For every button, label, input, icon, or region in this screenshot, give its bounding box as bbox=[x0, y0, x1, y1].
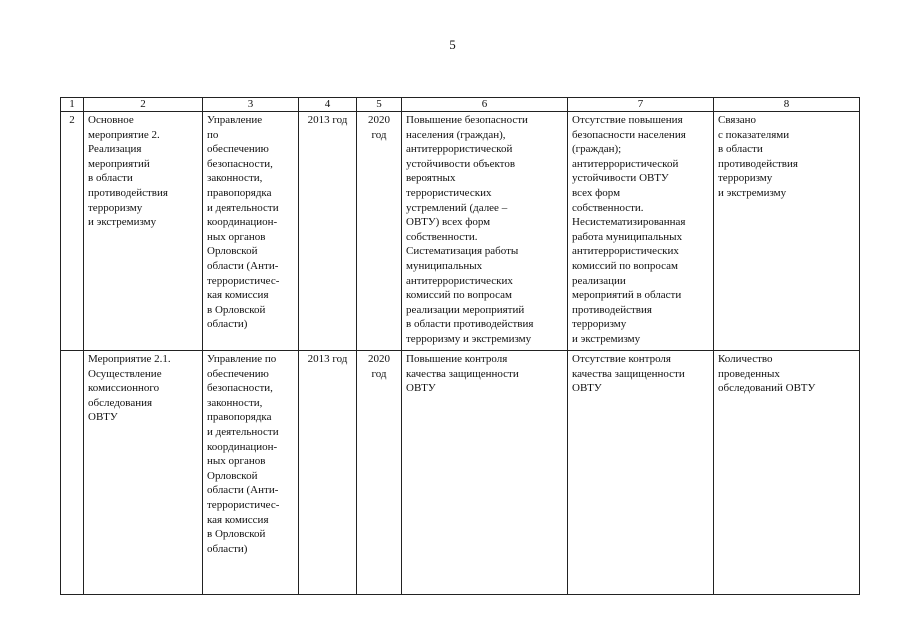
cell-text-line: Связано bbox=[718, 114, 757, 126]
cell-text-line: антитеррористической bbox=[572, 157, 679, 170]
cell-text-line: ных органов bbox=[207, 230, 266, 243]
cell-text-line: ОВТУ bbox=[406, 382, 436, 395]
measures-table bbox=[60, 97, 860, 595]
consequences-cell bbox=[568, 351, 714, 595]
cell-text-line: комиссионного bbox=[88, 382, 160, 395]
cell-text-line: терроризму и экстремизму bbox=[406, 332, 532, 345]
cell-text-line: кая комиссия bbox=[207, 513, 269, 526]
cell-text-line: террористичес- bbox=[207, 274, 280, 287]
page-number: 5 bbox=[449, 37, 456, 52]
cell-text-line: террористичес- bbox=[207, 498, 280, 511]
cell-text-line: обеспечению bbox=[207, 143, 269, 156]
start-year-cell: 2013 год bbox=[299, 351, 357, 595]
start-year-cell: 2013 год bbox=[299, 112, 357, 351]
cell-text-line: год bbox=[371, 128, 387, 141]
column-header-1: 1 bbox=[61, 98, 84, 112]
cell-text-line: правопорядка bbox=[207, 186, 272, 199]
cell-text-line: мероприятий bbox=[88, 157, 150, 170]
row-number-cell: 2 bbox=[61, 112, 84, 351]
cell-text-line: 2020 bbox=[368, 114, 390, 126]
cell-text-line: обследования bbox=[88, 396, 153, 409]
cell-text-line: и экстремизму bbox=[572, 332, 641, 345]
cell-text-line: (граждан); bbox=[572, 143, 622, 156]
measure-name-cell bbox=[84, 112, 203, 351]
cell-text-line: терроризму bbox=[718, 172, 773, 185]
table-row bbox=[61, 351, 860, 595]
cell-text-line: террористических bbox=[406, 186, 492, 199]
cell-text-line: безопасности, bbox=[207, 382, 273, 395]
indicators-link-cell bbox=[714, 112, 860, 351]
cell-text-line: Управление bbox=[207, 114, 263, 126]
column-header-5: 5 bbox=[357, 98, 402, 112]
cell-text-line: законности, bbox=[207, 396, 263, 409]
cell-text-line: и экстремизму bbox=[88, 216, 157, 229]
column-header-3: 3 bbox=[203, 98, 299, 112]
executor-cell bbox=[203, 351, 299, 595]
cell-text-line: качества защищенности bbox=[572, 367, 685, 380]
cell-text-line: противодействия bbox=[572, 303, 652, 316]
cell-text-line: безопасности населения bbox=[572, 128, 686, 141]
table-row bbox=[61, 112, 860, 351]
cell-text-line: собственности. bbox=[572, 201, 644, 214]
cell-text-line: в Орловской bbox=[207, 528, 266, 541]
cell-text-line: антитеррористических bbox=[406, 274, 513, 287]
cell-text-line: собственности. bbox=[406, 230, 478, 243]
cell-text-line: 2020 bbox=[368, 353, 390, 365]
cell-text-line: мероприятий в области bbox=[572, 289, 682, 302]
cell-text-line: в Орловской bbox=[207, 303, 266, 316]
cell-text-line: ных органов bbox=[207, 455, 266, 468]
cell-text-line: антитеррористических bbox=[572, 245, 679, 258]
cell-text-line: терроризму bbox=[88, 201, 143, 214]
cell-text-line: в области bbox=[718, 143, 763, 156]
cell-text-line: правопорядка bbox=[207, 411, 272, 424]
cell-text-line: Количество bbox=[718, 353, 773, 365]
cell-text-line: области (Анти- bbox=[207, 484, 279, 497]
cell-text-line: противодействия bbox=[88, 186, 168, 199]
cell-text-line: Орловской bbox=[207, 245, 258, 258]
cell-text-line: Отсутствие повышения bbox=[572, 114, 683, 126]
cell-text-line: ОВТУ bbox=[572, 382, 602, 395]
column-header-8: 8 bbox=[714, 98, 860, 112]
cell-text-line: качества защищенности bbox=[406, 367, 519, 380]
cell-text-line: реализации мероприятий bbox=[406, 303, 525, 316]
cell-text-line: координацион- bbox=[207, 440, 278, 453]
cell-text-line: обеспечению bbox=[207, 367, 269, 380]
cell-text-line: ОВТУ) всех форм bbox=[406, 216, 491, 229]
cell-text-line: Основное bbox=[88, 114, 134, 126]
consequences-cell bbox=[568, 112, 714, 351]
cell-text-line: Реализация bbox=[88, 143, 142, 156]
table-header-row bbox=[61, 98, 860, 112]
expected-result-cell bbox=[402, 112, 568, 351]
cell-text-line: мероприятие 2. bbox=[88, 128, 160, 141]
cell-text-line: и деятельности bbox=[207, 425, 279, 438]
expected-result-cell bbox=[402, 351, 568, 595]
cell-text-line: год bbox=[371, 367, 387, 380]
column-header-6: 6 bbox=[402, 98, 568, 112]
end-year-cell bbox=[357, 112, 402, 351]
cell-text-line: безопасности, bbox=[207, 157, 273, 170]
cell-text-line: Мероприятие 2.1. bbox=[88, 353, 171, 365]
cell-text-line: с показателями bbox=[718, 128, 790, 141]
cell-text-line: в области противодействия bbox=[406, 318, 534, 331]
indicators-link-cell bbox=[714, 351, 860, 595]
cell-text-line: устойчивости ОВТУ bbox=[572, 172, 669, 185]
executor-cell bbox=[203, 112, 299, 351]
cell-text-line: устремлений (далее – bbox=[406, 201, 508, 214]
cell-text-line: Повышение безопасности bbox=[406, 114, 528, 126]
cell-text-line: антитеррористической bbox=[406, 143, 513, 156]
cell-text-line: по bbox=[207, 128, 219, 141]
cell-text-line: координацион- bbox=[207, 216, 278, 229]
cell-text-line: кая комиссия bbox=[207, 289, 269, 302]
cell-text-line: муниципальных bbox=[406, 259, 483, 272]
column-header-7: 7 bbox=[568, 98, 714, 112]
cell-text-line: Повышение контроля bbox=[406, 353, 508, 365]
column-header-2: 2 bbox=[84, 98, 203, 112]
cell-text-line: законности, bbox=[207, 172, 263, 185]
cell-text-line: работа муниципальных bbox=[572, 230, 683, 243]
cell-text-line: противодействия bbox=[718, 157, 798, 170]
cell-text-line: Управление по bbox=[207, 353, 277, 365]
cell-text-line: вероятных bbox=[406, 172, 456, 185]
cell-text-line: и деятельности bbox=[207, 201, 279, 214]
cell-text-line: области) bbox=[207, 542, 248, 555]
cell-text-line: ОВТУ bbox=[88, 411, 118, 424]
row-number-cell bbox=[61, 351, 84, 595]
cell-text-line: всех форм bbox=[572, 186, 621, 199]
column-header-4: 4 bbox=[299, 98, 357, 112]
end-year-cell bbox=[357, 351, 402, 595]
measure-name-cell bbox=[84, 351, 203, 595]
cell-text-line: терроризму bbox=[572, 318, 627, 331]
cell-text-line: обследований ОВТУ bbox=[718, 382, 816, 395]
cell-text-line: Орловской bbox=[207, 469, 258, 482]
cell-text-line: реализации bbox=[572, 274, 626, 287]
cell-text-line: области (Анти- bbox=[207, 259, 279, 272]
cell-text-line: населения (граждан), bbox=[406, 128, 506, 141]
cell-text-line: проведенных bbox=[718, 367, 780, 380]
cell-text-line: в области bbox=[88, 172, 133, 185]
cell-text-line: комиссий по вопросам bbox=[406, 289, 512, 302]
cell-text-line: Несистематизированная bbox=[572, 216, 686, 229]
cell-text-line: устойчивости объектов bbox=[406, 157, 516, 170]
cell-text-line: Отсутствие контроля bbox=[572, 353, 671, 365]
cell-text-line: Систематизация работы bbox=[406, 245, 519, 258]
cell-text-line: комиссий по вопросам bbox=[572, 259, 678, 272]
cell-text-line: и экстремизму bbox=[718, 186, 787, 199]
cell-text-line: Осуществление bbox=[88, 367, 162, 380]
cell-text-line: области) bbox=[207, 318, 248, 331]
